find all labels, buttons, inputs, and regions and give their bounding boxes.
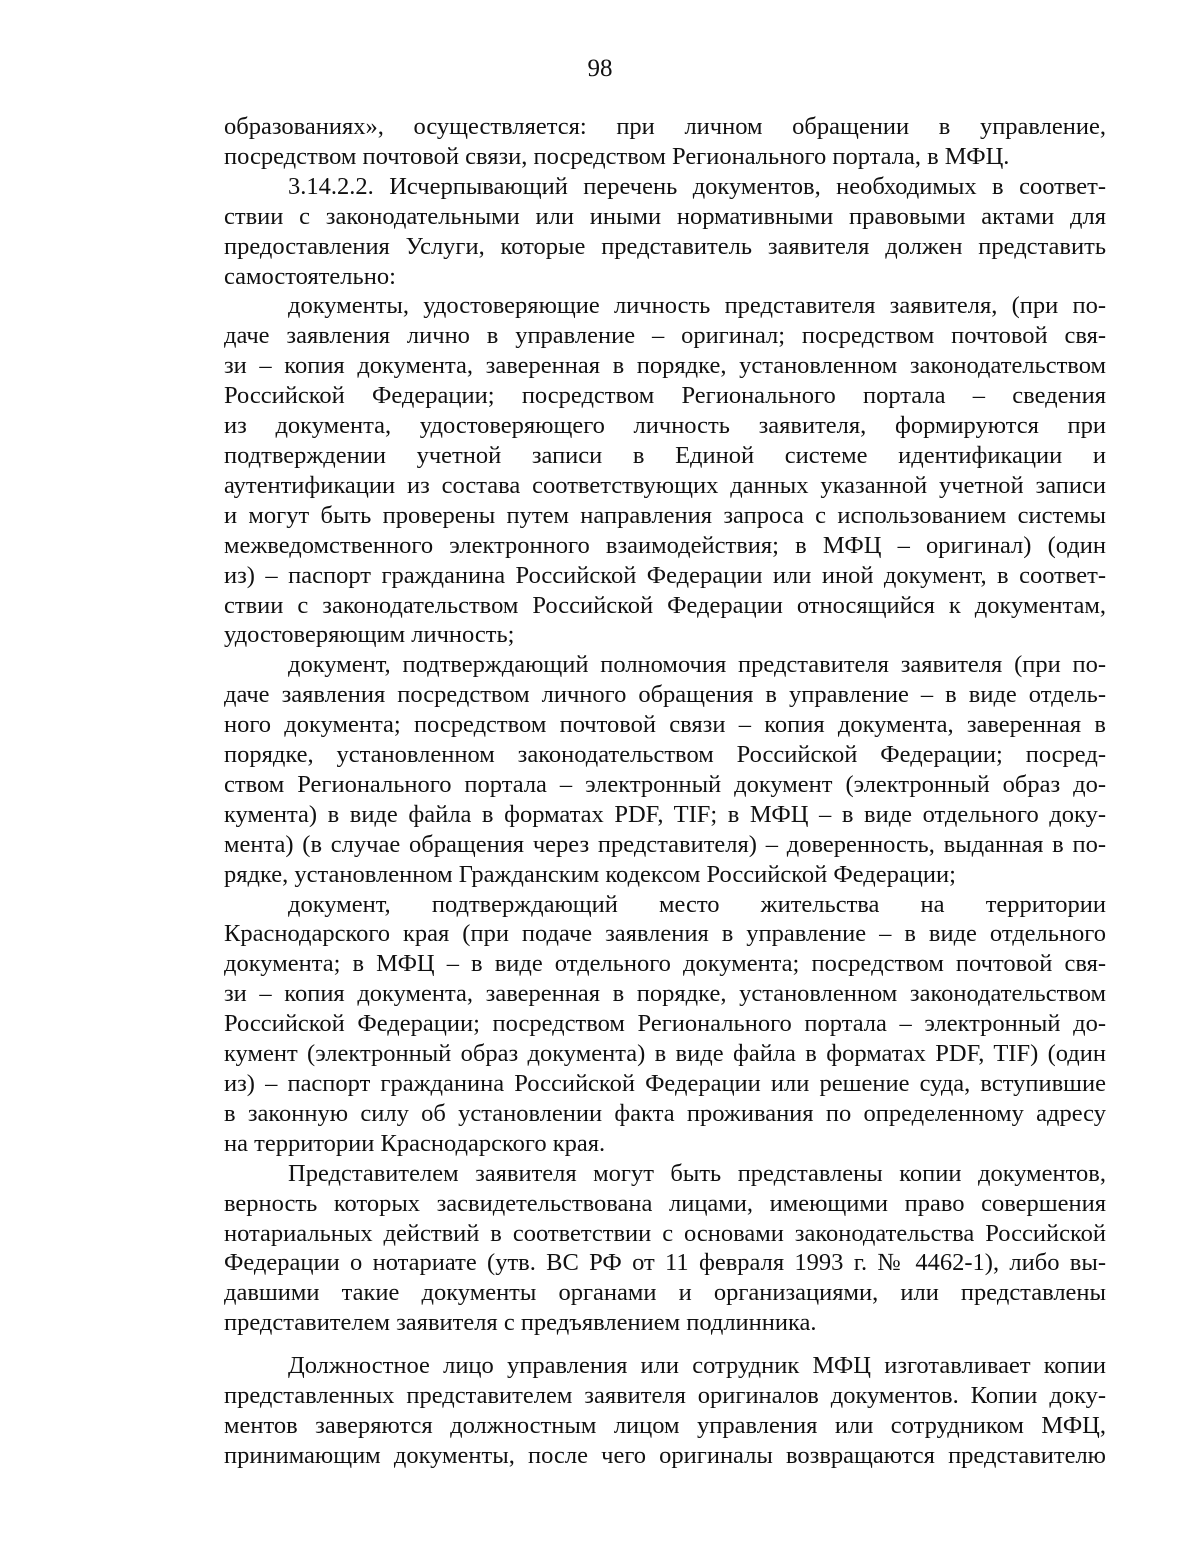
text-line: Краснодарского края (при подаче заявления в управление – в виде отдельного [224,920,1106,948]
text-line: удостоверяющим личность; [224,621,515,649]
text-line: зи – копия документа, заверенная в порядке, установленном законодательством [224,980,1106,1008]
text-line: Российской Федерации; посредством Регионального портала – электронный до- [224,1010,1106,1038]
text-line: предоставления Услуги, которые представитель заявителя должен представить [224,232,1106,260]
text-line: ного документа; посредством почтовой связи – копия документа, заверенная в [224,711,1106,739]
text-line: мента) (в случае обращения через представителя) – доверенность, выданная в по- [224,830,1106,858]
page-number: 98 [587,55,613,82]
text-line: Представителем заявителя могут быть представлены копии документов, [288,1159,1106,1187]
text-line: документ, подтверждающий место жительства на территории [288,890,1106,918]
text-line: 3.14.2.2. Исчерпывающий перечень документов, необходимых в соответ- [288,172,1106,200]
text-line: порядке, установленном законодательством Российской Федерации; посред- [224,741,1106,769]
text-line: даче заявления посредством личного обращения в управление – в виде отдель- [224,681,1106,709]
text-line: представленных представителем заявителя оригиналов документов. Копии доку- [224,1382,1106,1410]
text-line: посредством почтовой связи, посредством Регионального портала, в МФЦ. [224,142,1010,170]
text-line: ствии с законодательными или иными нормативными правовыми актами для [224,202,1106,230]
document-body [224,112,1106,1471]
text-line: ствии с законодательством Российской Федерации относящийся к документам, [224,591,1106,619]
text-line: давшими такие документы органами и организациями, или представлены [224,1279,1106,1307]
text-line: документ, подтверждающий полномочия представителя заявителя (при по- [288,651,1106,679]
text-line: аутентификации из состава соответствующих данных указанной учетной записи [224,471,1106,499]
text-line: из документа, удостоверяющего личность заявителя, формируются при [224,412,1106,440]
text-line: подтверждении учетной записи в Единой системе идентификации и [224,441,1106,469]
text-line: нотариальных действий в соответствии с основами законодательства Российской [224,1219,1106,1247]
text-line: из) – паспорт гражданина Российской Федерации или иной документ, в соответ- [224,561,1106,589]
text-line: документа; в МФЦ – в виде отдельного документа; посредством почтовой свя- [224,950,1106,978]
text-line: на территории Краснодарского края. [224,1129,606,1157]
paragraph-gap [224,1338,1106,1351]
text-line: представителем заявителя с предъявлением подлинника. [224,1309,817,1337]
text-line: Должностное лицо управления или сотрудник МФЦ изготавливает копии [288,1352,1106,1380]
text-line: в законную силу об установлении факта проживания по определенному адресу [224,1099,1106,1127]
text-line: зи – копия документа, заверенная в порядке, установленном законодательством [224,352,1106,380]
text-line: и могут быть проверены путем направления запроса с использованием системы [224,501,1106,529]
text-line: верность которых засвидетельствована лицами, имеющими право совершения [224,1189,1106,1217]
text-line: кумент (электронный образ документа) в виде файла в форматах PDF, TIF) (один [224,1040,1106,1068]
text-line: Российской Федерации; посредством Регионального портала – сведения [224,382,1106,410]
text-line: образованиях», осуществляется: при личном обращении в управление, [224,113,1106,140]
text-line: межведомственного электронного взаимодействия; в МФЦ – оригинал) (один [224,531,1106,559]
text-line: ством Регионального портала – электронный документ (электронный образ до- [224,770,1106,798]
text-line: принимающим документы, после чего оригиналы возвращаются представителю [224,1441,1106,1469]
text-line: даче заявления лично в управление – оригинал; посредством почтовой свя- [224,322,1106,350]
text-line: Федерации о нотариате (утв. ВС РФ от 11 февраля 1993 г. № 4462-1), либо вы- [224,1249,1106,1277]
text-line: ментов заверяются должностным лицом управления или сотрудником МФЦ, [224,1411,1106,1439]
text-line: самостоятельно: [224,262,396,290]
text-line: документы, удостоверяющие личность представителя заявителя, (при по- [288,292,1106,320]
text-line: рядке, установленном Гражданским кодексом Российской Федерации; [224,860,956,888]
text-line: из) – паспорт гражданина Российской Федерации или решение суда, вступившие [224,1070,1106,1097]
text-line: кумента) в виде файла в форматах PDF, TIF; в МФЦ – в виде отдельного доку- [224,800,1106,828]
